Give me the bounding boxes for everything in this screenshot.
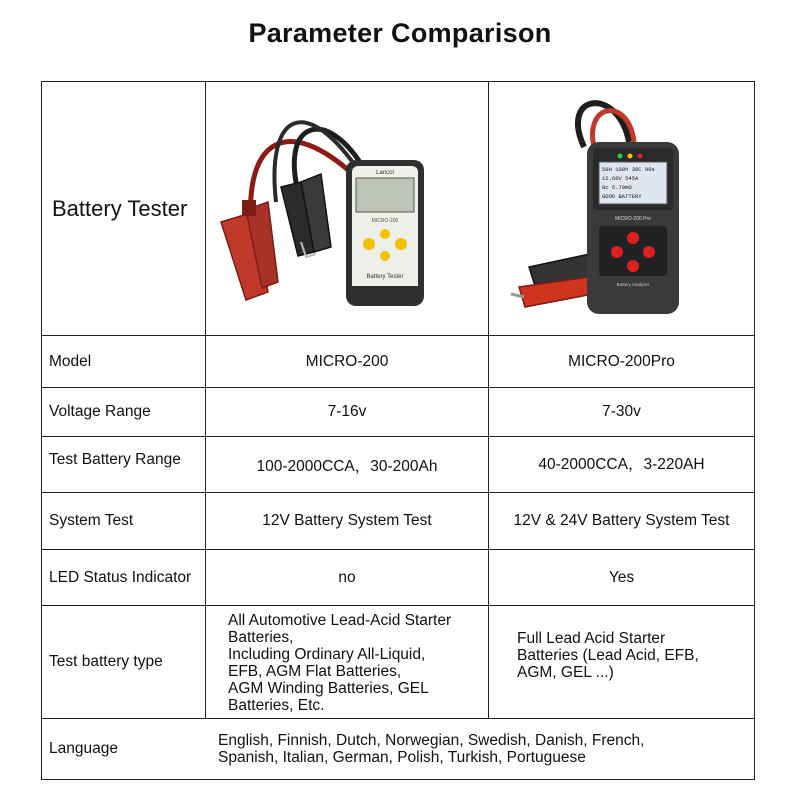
left-button-icon [363,238,375,250]
micro-200pro-image-cell [489,82,754,335]
led-red-icon [638,154,643,159]
down-button-icon [380,251,390,261]
voltage-range-left: 7-16v [327,403,367,420]
row-label-model: Model [49,352,92,370]
svg-text:MICRO-200 Pro: MICRO-200 Pro [615,216,651,222]
system-test-right: 12V & 24V Battery System Test [513,512,730,529]
led-green-icon [618,154,623,159]
down-button-icon [627,260,639,272]
svg-text:Lancol: Lancol [376,170,394,176]
svg-text:Battery Tester: Battery Tester [366,274,404,280]
lcd-screen [356,178,414,212]
row-label-system-test: System Test [49,512,134,529]
test-battery-type-right: Full Lead Acid Starter Batteries (Lead Acid, EFB, AGM, GEL ...) [517,630,699,681]
header-label: Battery Tester [52,195,188,221]
ok-button-icon [395,238,407,250]
test-battery-range-left: 100-2000CCA，30-200Ah [256,458,438,475]
ok-button-icon [643,246,655,258]
svg-text:8c 5.79mΩ: 8c 5.79mΩ [602,184,632,191]
back-button-icon [611,246,623,258]
svg-text:MICRO-200: MICRO-200 [371,218,399,224]
row-label-language: Language [49,740,118,757]
led-yellow-icon [628,154,633,159]
row-label-test-battery-range: Test Battery Range [49,451,181,468]
language-value: English, Finnish, Dutch, Norwegian, Swedish, Danish, French, Spanish, Italian, German, Polish, Turkish, Portuguese [218,732,645,766]
row-label-test-battery-type: Test battery type [49,653,163,670]
page-title: Parameter Comparison [248,18,552,48]
row-label-led-status: LED Status Indicator [49,568,192,586]
svg-text:Battery Analyzer: Battery Analyzer [616,282,650,287]
comparison-table [41,81,755,780]
micro-200-image-cell [206,82,488,335]
voltage-range-right: 7-30v [602,403,641,420]
test-battery-range-right: 40-2000CCA，3-220AH [538,456,705,473]
up-button-icon [627,232,639,244]
svg-text:50H 100h 30C 90s: 50H 100h 30C 90s [602,166,655,173]
black-clamp-icon [281,174,331,257]
micro-200-tester-illustration [206,82,488,335]
led-status-right: Yes [608,568,635,586]
model-left: MICRO-200 [305,352,389,370]
svg-text:12.66V 545A: 12.66V 545A [602,175,639,182]
system-test-left: 12V Battery System Test [262,512,432,529]
micro-200pro-tester-illustration [489,82,754,335]
up-button-icon [380,229,390,239]
led-status-left: no [338,568,356,586]
header-label-cell [42,82,205,335]
red-clamp-icon [221,200,278,300]
svg-text:GOOD BATTERY: GOOD BATTERY [602,193,642,200]
model-right: MICRO-200Pro [568,352,675,370]
row-label-voltage-range: Voltage Range [49,403,151,420]
test-battery-type-left: All Automotive Lead-Acid Starter Batteries, Including Ordinary All-Liquid, EFB, AGM Flat Batteries, AGM Winding Batteries, GEL Batteries, Etc. [228,612,452,714]
